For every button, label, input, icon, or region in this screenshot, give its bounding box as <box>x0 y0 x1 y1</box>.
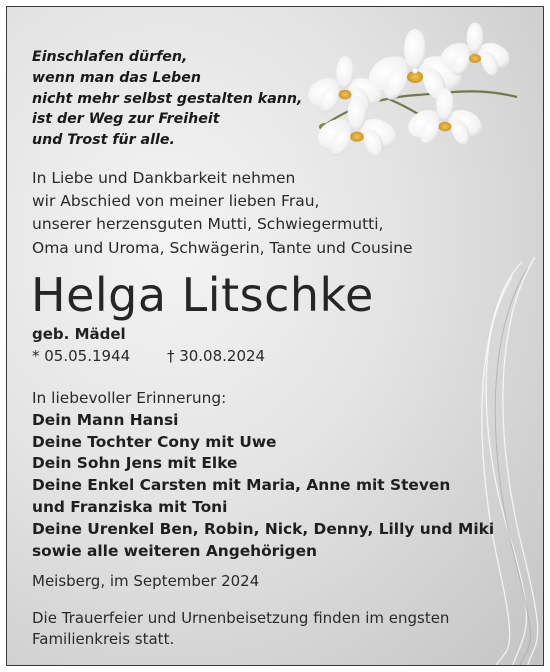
obituary-notice <box>6 6 544 666</box>
life-dates <box>32 347 265 365</box>
poem-line: nicht mehr selbst gestalten kann, <box>32 90 303 107</box>
mourner-line: Deine Urenkel Ben, Robin, Nick, Denny, Lilly und Miki <box>32 519 495 538</box>
mourner-line: Dein Mann Hansi <box>32 410 179 429</box>
death-date: † 30.08.2024 <box>166 347 266 365</box>
poem-verse <box>32 47 302 151</box>
intro-line: In Liebe und Dankbarkeit nehmen <box>32 169 296 187</box>
intro-line: wir Abschied von meiner lieben Frau, <box>32 192 320 211</box>
mourner-line: Dein Sohn Jens mit Elke <box>32 454 238 473</box>
mourner-line: und Franziska mit Toni <box>32 497 228 516</box>
intro-line: Oma und Uroma, Schwägerin, Tante und Cousine <box>32 238 413 257</box>
mourner-line: Deine Tochter Cony mit Uwe <box>32 432 277 451</box>
funeral-note <box>32 608 449 650</box>
maiden-name: geb. Mädel <box>32 325 126 343</box>
mourner-line: sowie alle weiteren Angehörigen <box>32 541 317 560</box>
funeral-note-line: Familienkreis statt. <box>32 630 175 648</box>
mourners-heading: In liebevoller Erinnerung: <box>32 389 227 407</box>
mourner-line: Deine Enkel Carsten mit Maria, Anne mit Steven <box>32 476 451 495</box>
poem-line: und Trost für alle. <box>32 132 175 149</box>
poem-line: Einschlafen dürfen, <box>32 49 188 65</box>
place-and-date: Meisberg, im September 2024 <box>32 572 260 590</box>
deceased-name: Helga Litschke <box>31 268 374 322</box>
funeral-note-line: Die Trauerfeier und Urnenbeisetzung finden im engsten <box>32 609 450 627</box>
birth-date: * 05.05.1944 <box>32 347 131 365</box>
intro-text <box>32 167 413 260</box>
poem-line: wenn man das Leben <box>32 69 201 86</box>
poem-line: ist der Weg zur Freiheit <box>32 111 220 128</box>
mourners-list <box>32 388 494 562</box>
intro-line: unserer herzensguten Mutti, Schwiegermutti, <box>32 215 384 234</box>
